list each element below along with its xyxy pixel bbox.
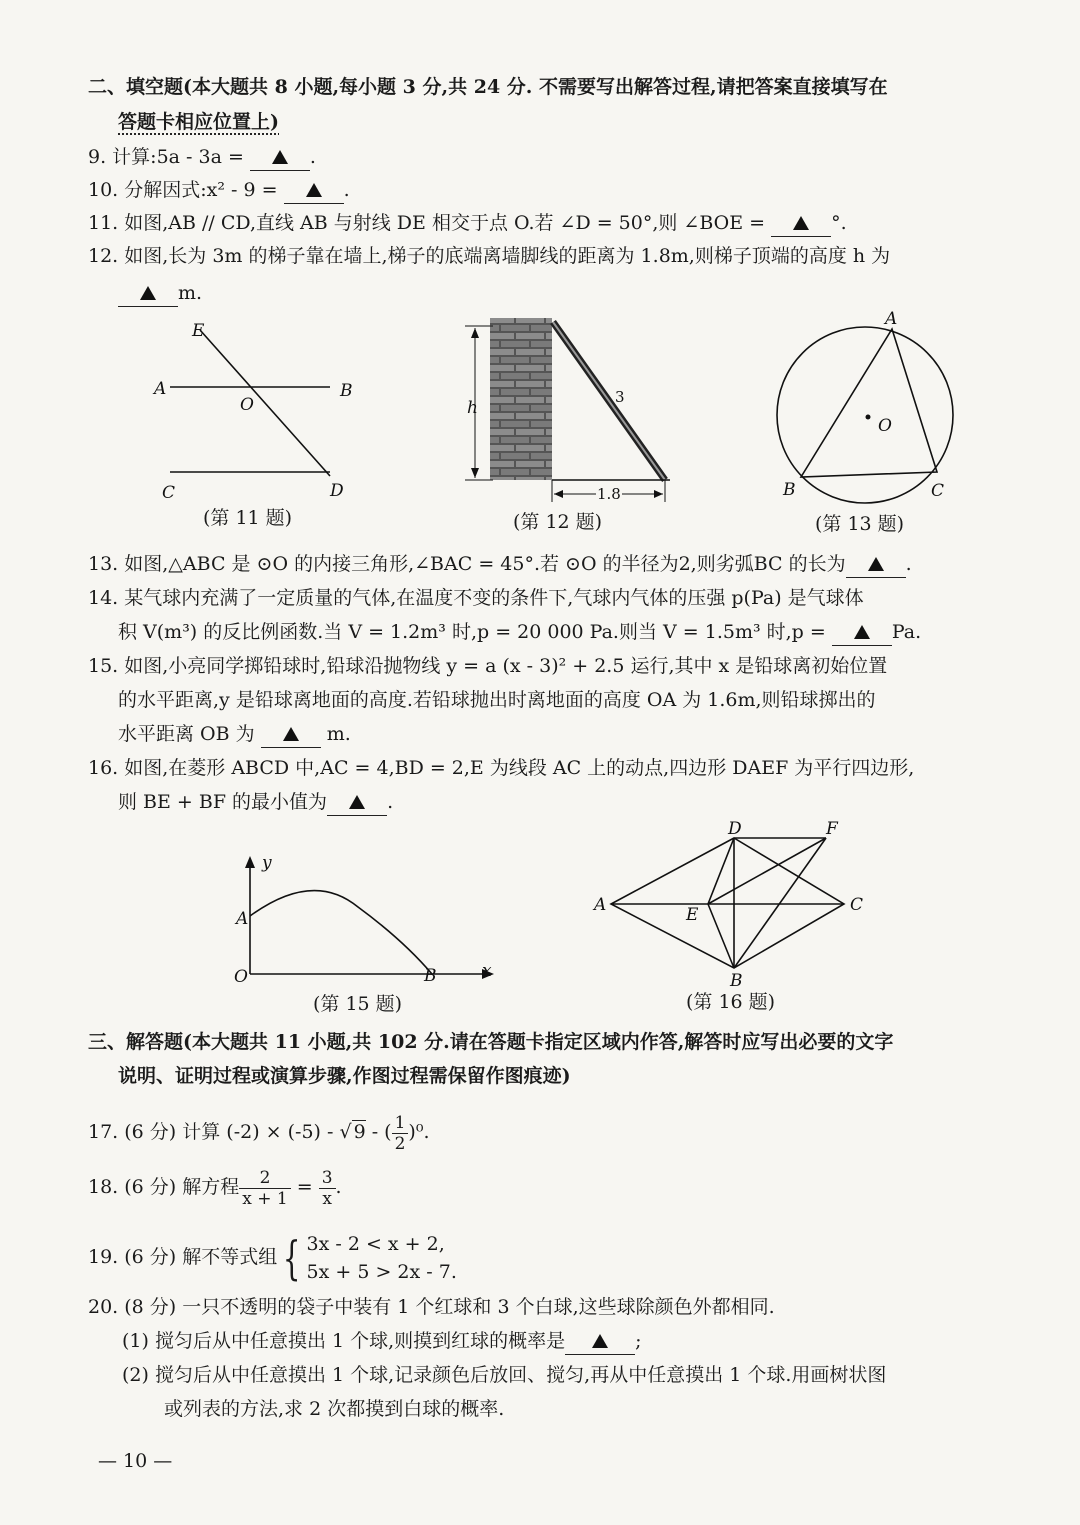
label-B: B [783, 480, 796, 500]
label-x: x [482, 961, 492, 981]
section3-title: 三、解答题(本大题共 11 小题,共 102 分.请在答题卡指定区域内作答,解答时应写出必要的文字 [88, 1031, 894, 1053]
question-16: 16. 如图,在菱形 ABCD 中,AC = 4,BD = 2,E 为线段 AC 上的动点,四边形 DAEF 为平行四边形, [88, 757, 915, 779]
page-number: — 10 — [98, 1450, 173, 1472]
question-16-cont: 则 BE + BF 的最小值为 . [118, 789, 393, 816]
label-h: h [467, 398, 478, 418]
label-A: A [236, 909, 249, 929]
label-C: C [162, 483, 176, 503]
caption-12: (第 12 题) [513, 511, 603, 533]
label-E: E [192, 321, 205, 341]
label-O: O [234, 967, 248, 987]
section2-title-cont: 答题卡相应位置上) [118, 111, 279, 133]
figure-15 [228, 852, 508, 992]
label-len: 3 [615, 388, 625, 406]
label-E: E [686, 905, 699, 925]
figure-16 [588, 818, 898, 993]
question-15-cont2: 水平距离 OB 为 m. [118, 721, 351, 748]
label-C: C [931, 481, 945, 501]
label-B: B [340, 381, 353, 401]
figure-13 [775, 310, 965, 510]
label-F: F [826, 819, 838, 839]
question-10: 10. 分解因式:x² - 9 = . [88, 177, 350, 204]
question-14: 14. 某气球内充满了一定质量的气体,在温度不变的条件下,气球内气体的压强 p(Pa) 是气球体 [88, 587, 864, 609]
caption-15: (第 15 题) [313, 993, 403, 1015]
question-20-part1: (1) 搅匀后从中任意摸出 1 个球,则摸到红球的概率是 ; [122, 1328, 642, 1355]
label-O: O [240, 395, 254, 415]
question-19: 19. (6 分) 解不等式组 { 3x - 2 < x + 2, 5x + 5 > 2x - 7. [88, 1231, 457, 1285]
label-y: y [262, 853, 272, 873]
question-14-cont: 积 V(m³) 的反比例函数.当 V = 1.2m³ 时,p = 20 000 Pa.则当 V = 1.5m³ 时,p = Pa. [118, 619, 921, 646]
question-9: 9. 计算:5a - 3a = . [88, 144, 316, 171]
question-15: 15. 如图,小亮同学掷铅球时,铅球沿抛物线 y = a (x - 3)² + 2.5 运行,其中 x 是铅球离初始位置 [88, 655, 888, 677]
caption-16: (第 16 题) [686, 991, 776, 1013]
question-20-part2-cont: 或列表的方法,求 2 次都摸到白球的概率. [164, 1398, 505, 1420]
section2-title: 二、填空题(本大题共 8 小题,每小题 3 分,共 24 分. 不需要写出解答过程,请把答案直接填写在 [88, 76, 888, 98]
figure-11 [140, 318, 370, 508]
question-18: 18. (6 分) 解方程 $\frac{2}{x + 1}$ = $\frac{3}{x}$ . [88, 1167, 342, 1209]
label-D: D [330, 481, 344, 501]
question-12-cont: m. [118, 280, 202, 307]
label-B: B [730, 971, 743, 991]
question-15-cont: 的水平距离,y 是铅球离地面的高度.若铅球抛出时离地面的高度 OA 为 1.6m,则铅球掷出的 [118, 689, 876, 711]
figure-12 [455, 316, 685, 506]
label-A: A [885, 309, 898, 329]
label-A: A [154, 379, 167, 399]
question-11: 11. 如图,AB // CD,直线 AB 与射线 DE 相交于点 O.若 ∠D = 50°,则 ∠BOE = °. [88, 210, 847, 237]
caption-11: (第 11 题) [203, 507, 293, 529]
label-base: 1.8 [597, 485, 621, 503]
label-C: C [850, 895, 864, 915]
section3-title-cont: 说明、证明过程或演算步骤,作图过程需保留作图痕迹) [118, 1065, 571, 1087]
question-20-part2: (2) 搅匀后从中任意摸出 1 个球,记录颜色后放回、搅匀,再从中任意摸出 1 个球.用画树状图 [122, 1364, 887, 1386]
label-B: B [424, 966, 437, 986]
label-O: O [878, 416, 892, 436]
label-A: A [594, 895, 607, 915]
label-D: D [728, 819, 742, 839]
caption-13: (第 13 题) [815, 513, 905, 535]
question-13: 13. 如图,△ABC 是 ⊙O 的内接三角形,∠BAC = 45°.若 ⊙O 的半径为2,则劣弧BC 的长为 . [88, 551, 912, 578]
question-17: 17. (6 分) 计算 (-2) × (-5) - √ 9 - ( $\frac{1}{2}$ )⁰. [88, 1112, 430, 1154]
question-12: 12. 如图,长为 3m 的梯子靠在墙上,梯子的底端离墙脚线的距离为 1.8m,则梯子顶端的高度 h 为 [88, 245, 891, 267]
question-20: 20. (8 分) 一只不透明的袋子中装有 1 个红球和 3 个白球,这些球除颜色外都相同. [88, 1296, 775, 1318]
